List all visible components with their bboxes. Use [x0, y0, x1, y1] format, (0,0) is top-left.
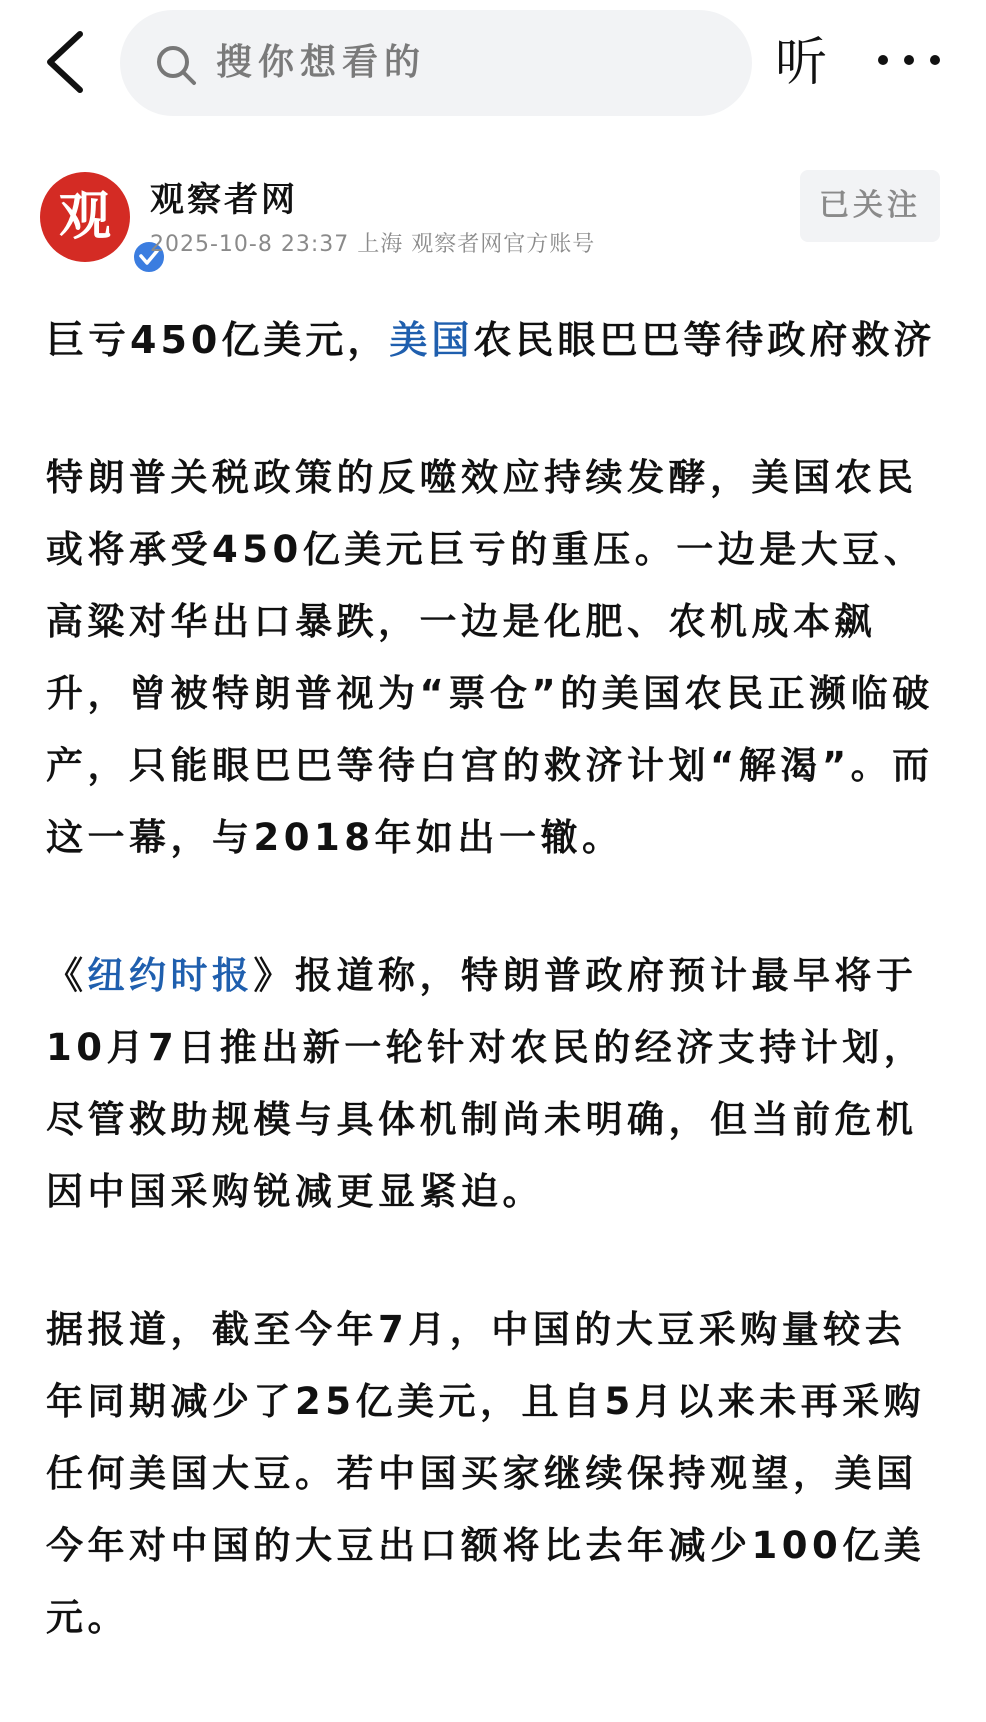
more-dots-icon — [873, 40, 945, 80]
follow-button[interactable]: 已关注 — [800, 170, 940, 242]
author-name[interactable]: 观察者网 — [150, 180, 298, 220]
listen-button[interactable]: 听 — [775, 33, 828, 93]
headline-text-after: 农民眼巴巴等待政府救济 — [473, 318, 936, 362]
top-bar — [0, 0, 986, 125]
quote-open: 《 — [46, 954, 88, 997]
post-meta: 2025-10-8 23:37 上海 观察者网官方账号 — [150, 232, 596, 257]
search-icon — [154, 43, 198, 87]
more-button[interactable] — [873, 40, 945, 80]
search-placeholder: 搜你想看的 — [216, 42, 427, 83]
headline-text-before: 巨亏450亿美元， — [46, 318, 390, 362]
avatar-logo-text: 观 — [58, 186, 111, 247]
chevron-left-icon — [40, 26, 92, 98]
search-box[interactable] — [120, 10, 752, 116]
headline-link-usa[interactable]: 美国 — [389, 318, 474, 362]
paragraph-2-text: 》报道称，特朗普政府预计最早将于10月7日推出新一轮针对农民的经济支持计划，尽管救助规模与具体机制尚未明确，但当前危机因中国采购锐减更显紧迫。 — [46, 954, 926, 1213]
author-row — [0, 160, 986, 270]
avatar[interactable] — [40, 172, 130, 262]
article-headline — [46, 312, 941, 368]
back-button[interactable] — [40, 26, 92, 98]
article-paragraph-3: 据报道，截至今年7月，中国的大豆采购量较去年同期减少了25亿美元，且自5月以来未再采购任何美国大豆。若中国买家继续保持观望，美国今年对中国的大豆出口额将比去年减少100亿美元。 — [46, 1308, 926, 1639]
link-nytimes[interactable]: 纽约时报 — [87, 954, 254, 997]
article-paragraph-1: 特朗普关税政策的反噬效应持续发酵，美国农民或将承受450亿美元巨亏的重压。一边是大豆、高粱对华出口暴跌，一边是化肥、农机成本飙升，曾被特朗普视为“票仓”的美国农民正濒临破产，只能眼巴巴等待白宫的救济计划“解渴”。而这一幕，与2018年如出一辙。 — [46, 456, 934, 859]
article-body — [46, 312, 941, 1654]
article-paragraph-2 — [46, 940, 941, 1228]
